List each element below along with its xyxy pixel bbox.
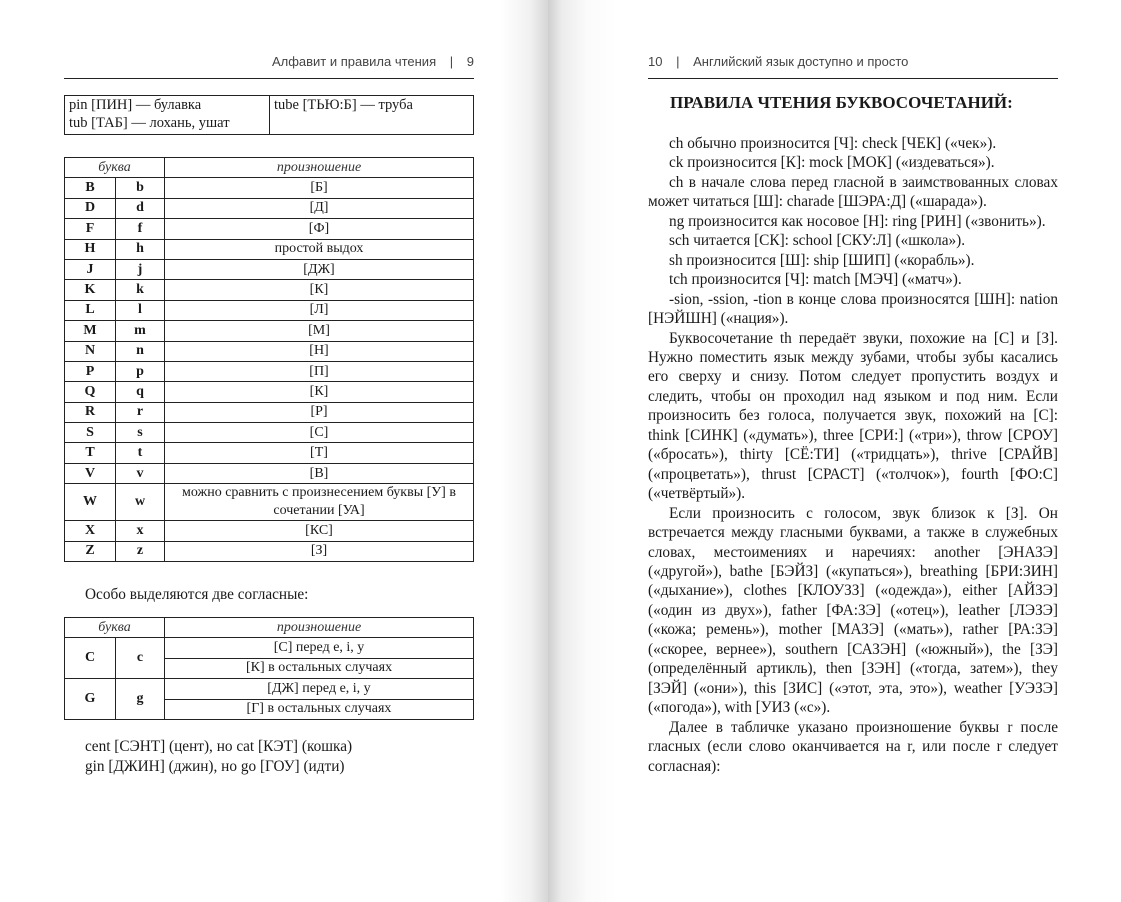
c-g-table	[64, 617, 474, 720]
letter-lower: s	[116, 423, 165, 443]
header-letter: буква	[65, 618, 165, 638]
pronunciation: [Т]	[165, 443, 474, 463]
pronunciation: [ДЖ]	[165, 259, 474, 279]
table-row	[65, 219, 474, 239]
pronunciation: [Н]	[165, 341, 474, 361]
letter-upper: K	[65, 280, 116, 300]
table-row	[65, 361, 474, 381]
table-row	[65, 321, 474, 341]
header-pronunciation: произношение	[165, 618, 474, 638]
pronunciation: [С] перед e, i, y	[165, 638, 474, 658]
pronunciation: [Г] в остальных случаях	[165, 699, 474, 719]
pronunciation: [З]	[165, 541, 474, 561]
letter-upper: B	[65, 178, 116, 198]
letter-lower: b	[116, 178, 165, 198]
paragraph: tch произносится [Ч]: match [МЭЧ] («матч»).	[669, 271, 962, 289]
paragraph: Буквосочетание th передаёт звуки, похожие на [С] и [З]. Нужно поместить язык между зубами, чтобы зубы касались его сверху и снизу. Потом следует пропустить воздух и следить, чтобы он проходил над языком и под ним. Если произносить без голоса, получается звук, похожий на [С]: think [СИНК] («думать»), three [СРИ:] («три»), throw [СРОУ] («бросать»), thirty [СЁ:ТИ] («тридцать»), thrive [СРАЙВ] («процветать»), thrust [СРАСТ] («толчок»), fourth [ФО:С] («четвёртый»).	[648, 329, 1058, 503]
letter-lower: d	[116, 198, 165, 218]
letter-upper: R	[65, 402, 116, 422]
letter-lower: k	[116, 280, 165, 300]
letter-upper: M	[65, 321, 116, 341]
letter-lower: t	[116, 443, 165, 463]
letter-lower: p	[116, 361, 165, 381]
header-rule	[648, 78, 1058, 79]
letter-upper: W	[65, 484, 116, 521]
pronunciation: [С]	[165, 423, 474, 443]
letter-upper: C	[65, 638, 116, 679]
pronunciation: [Б]	[165, 178, 474, 198]
paragraph: ck произносится [К]: mock [МОК] («издеваться»).	[669, 154, 995, 172]
table-row	[65, 423, 474, 443]
pronunciation: [В]	[165, 463, 474, 483]
table-row	[65, 239, 474, 259]
table-row	[65, 443, 474, 463]
example-pairs-table	[64, 95, 474, 135]
table-row	[65, 484, 474, 521]
pronunciation: [М]	[165, 321, 474, 341]
letter-lower: r	[116, 402, 165, 422]
consonants-table	[64, 157, 474, 562]
running-head-right: 10 | Английский язык доступно и просто	[648, 54, 909, 69]
letter-upper: G	[65, 679, 116, 720]
paragraph: sch читается [СК]: school [СКУ:Л] («школа»).	[669, 232, 966, 250]
example-tube: tube [ТЬЮ:Б] — труба	[274, 97, 413, 113]
pronunciation: [Д]	[165, 198, 474, 218]
paragraph: Далее в табличке указано произношение буквы r после гласных (если слово оканчивается на r, или после r следует согласная):	[648, 718, 1058, 775]
table-row	[65, 300, 474, 320]
table-row	[65, 402, 474, 422]
table-row	[65, 259, 474, 279]
letter-lower: x	[116, 521, 165, 541]
example-pin: pin [ПИН] — булавка	[69, 97, 202, 113]
letter-lower: n	[116, 341, 165, 361]
pronunciation: [Р]	[165, 402, 474, 422]
table-row	[65, 463, 474, 483]
paragraph: Если произносить с голосом, звук близок к [З]. Он встречается между гласными буквами, а также в служебных словах, местоимениях и наречиях: another [ЭНАЗЭ] («другой»), bathe [БЭЙЗ] («купаться»), breathing [БРИ:ЗИН] («дыхание»), clothes [КЛОУЗЗ] («одежда»), either [АЙЗЭ] («один из двух»), father [ФА:ЗЭ] («отец»), leather [ЛЭЗЭ] («кожа; ремень»), mother [МАЗЭ] («мать»), rather [РА:ЗЭ] («скорее, вернее»), southern [САЗЭН] («южный»), the [ЗЭ] (определённый артикль), then [ЗЭН] («тогда, затем»), they [ЗЭЙ] («они»), this [ЗИС] («этот, эта, это»), weather [УЭЗЭ] («погода»), with [УИЗ («с»).	[648, 504, 1058, 717]
paragraph: ng произносится как носовое [Н]: ring [РИН] («звонить»).	[669, 212, 1046, 230]
pronunciation: [К] в остальных случаях	[165, 658, 474, 678]
example-tub: tub [ТАБ] — лохань, ушат	[69, 115, 230, 131]
pronunciation: простой выдох	[165, 239, 474, 259]
pronunciation: [К]	[165, 280, 474, 300]
header-pronunciation: произношение	[165, 158, 474, 178]
pronunciation: [К]	[165, 382, 474, 402]
letter-upper: T	[65, 443, 116, 463]
letter-upper: L	[65, 300, 116, 320]
letter-lower: m	[116, 321, 165, 341]
table-row	[65, 198, 474, 218]
example-line: cent [СЭНТ] (цент), но cat [КЭТ] (кошка)	[85, 738, 353, 755]
page-number: 10	[648, 54, 663, 69]
letter-lower: l	[116, 300, 165, 320]
page-number: 9	[466, 54, 474, 69]
intro-two-consonants: Особо выделяются две согласные:	[85, 586, 309, 603]
paragraph: ch в начале слова перед гласной в заимствованных словах может читаться [Ш]: charade [ШЭРА:Д] («шарада»).	[648, 173, 1058, 211]
running-head-left: Алфавит и правила чтения | 9	[271, 54, 474, 69]
letter-upper: J	[65, 259, 116, 279]
letter-upper: P	[65, 361, 116, 381]
letter-upper: V	[65, 463, 116, 483]
letter-upper: S	[65, 423, 116, 443]
example-line: gin [ДЖИН] (джин), но go [ГОУ] (идти)	[85, 758, 345, 775]
table-row	[65, 521, 474, 541]
table-row	[65, 280, 474, 300]
left-page	[0, 0, 548, 902]
letter-upper: Q	[65, 382, 116, 402]
c-g-examples	[85, 737, 352, 777]
body-text	[648, 134, 1058, 776]
pronunciation: [ДЖ] перед e, i, y	[165, 679, 474, 699]
letter-lower: h	[116, 239, 165, 259]
section-heading: ПРАВИЛА ЧТЕНИЯ БУКВОСОЧЕТАНИЙ:	[670, 93, 1013, 112]
letter-upper: N	[65, 341, 116, 361]
letter-upper: H	[65, 239, 116, 259]
letter-lower: v	[116, 463, 165, 483]
letter-lower: q	[116, 382, 165, 402]
paragraph: ch обычно произносится [Ч]: check [ЧЕК] («чек»).	[669, 135, 997, 152]
letter-lower: g	[116, 679, 165, 720]
letter-lower: j	[116, 259, 165, 279]
running-head-title: Алфавит и правила чтения	[271, 54, 437, 69]
table-row	[65, 178, 474, 198]
letter-upper: D	[65, 198, 116, 218]
pronunciation: можно сравнить с произнесением буквы [У] в сочетании [УА]	[165, 484, 474, 521]
letter-lower: f	[116, 219, 165, 239]
letter-upper: Z	[65, 541, 116, 561]
running-head-title: Английский язык доступно и просто	[693, 54, 909, 69]
letter-lower: c	[116, 638, 165, 679]
header-rule	[64, 78, 474, 79]
letter-lower: w	[116, 484, 165, 521]
pronunciation: [КС]	[165, 521, 474, 541]
header-letter: буква	[65, 158, 165, 178]
letter-upper: F	[65, 219, 116, 239]
table-row	[65, 541, 474, 561]
table-row	[65, 341, 474, 361]
pronunciation: [Л]	[165, 300, 474, 320]
pronunciation: [П]	[165, 361, 474, 381]
paragraph: -sion, -ssion, -tion в конце слова произносятся [ШН]: nation [НЭЙШН] («нация»).	[648, 290, 1058, 328]
letter-upper: X	[65, 521, 116, 541]
table-row	[65, 382, 474, 402]
pronunciation: [Ф]	[165, 219, 474, 239]
letter-lower: z	[116, 541, 165, 561]
paragraph: sh произносится [Ш]: ship [ШИП] («корабль»).	[669, 251, 975, 269]
